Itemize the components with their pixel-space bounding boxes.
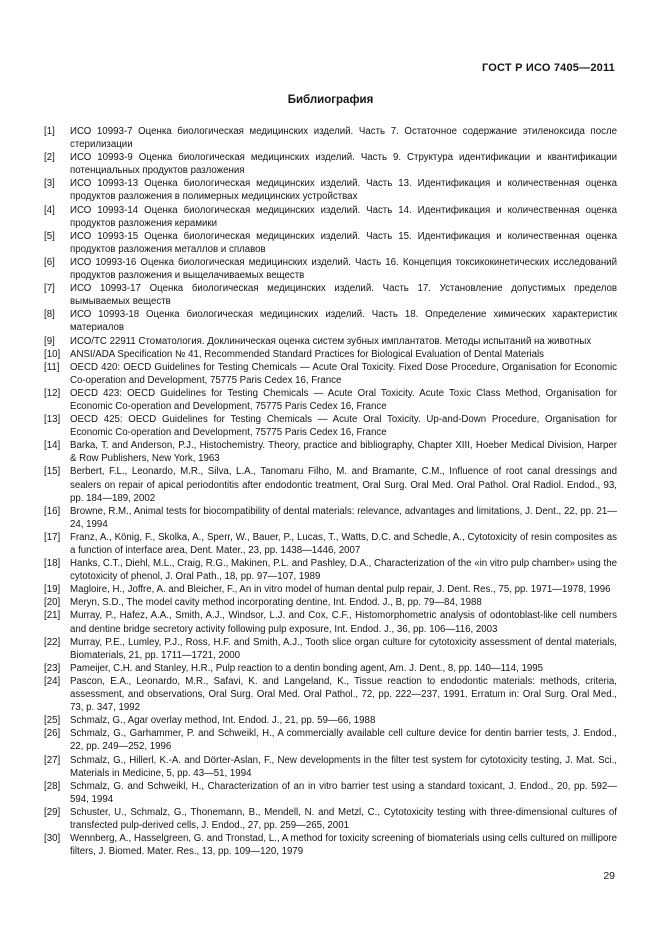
bibliography-entry bbox=[44, 230, 617, 256]
reference-number: [28] bbox=[44, 780, 61, 792]
reference-number: [21] bbox=[44, 610, 61, 622]
reference-text: ИСО 10993-15 Оценка биологическая медицинских изделий. Часть 15. Идентификация и количественная оценка продуктов разложения металлов и сплавов bbox=[70, 230, 617, 255]
bibliography-entry bbox=[44, 335, 617, 348]
reference-number: [14] bbox=[44, 440, 61, 452]
reference-number: [23] bbox=[44, 662, 61, 674]
reference-text: Schmalz, G., Agar overlay method, Int. Endod. J., 21, pp. 59—66, 1988 bbox=[70, 715, 376, 727]
bibliography-entry bbox=[44, 636, 617, 662]
reference-text: OECD 425: OECD Guidelines for Testing Chemicals — Acute Oral Toxicity. Up-and-Down Procedure, Organisation for Economic Co-operation and Development, 75775 Paris Cedex 16, France bbox=[70, 414, 617, 439]
reference-text: OECD 420: OECD Guidelines for Testing Chemicals — Acute Oral Toxicity. Fixed Dose Procedure, Organisation for Economic Co-operation and Development, 75775 Paris Cedex 16, France bbox=[70, 361, 617, 386]
reference-number: [26] bbox=[44, 728, 61, 740]
reference-number: [16] bbox=[44, 505, 61, 517]
bibliography-entry bbox=[44, 361, 617, 387]
reference-text: Franz, A., König, F., Skolka, A., Sperr, W., Bauer, P., Lucas, T., Watts, D.C. and Schedle, A., Cytotoxicity of resin composites as a function of interface area, Dent. Mater., 23, pp. 1438—1446, 2007 bbox=[70, 531, 617, 556]
reference-text: ИСО 10993-9 Оценка биологическая медицинских изделий. Часть 9. Структура идентификации и квантификации потенциальных продуктов разложения bbox=[70, 152, 617, 177]
reference-text: Murray, P., Hafez, A.A., Smith, A.J., Windsor, L.J. and Cox, C.F., Histomorphometric analysis of odontoblast-like cell numbers and dentine bridge secretory activity following pulp exposure, Int. Endod. J., 36, pp. 106—116, 2003 bbox=[70, 610, 617, 635]
reference-text: ИСО 10993-16 Оценка биологическая медицинских изделий. Часть 16. Концепция токсикокинетических исследований продуктов разложения и выщелачиваемых веществ bbox=[70, 256, 617, 282]
reference-number: [29] bbox=[44, 806, 61, 818]
reference-text: Pascon, E.A., Leonardo, M.R., Safavi, K. and Langeland, K., Tissue reaction to endodontic materials: methods, criteria, assessment, and observations, Oral Surg. Oral Med. Oral Pathol., 72, pp. 222—237, 1991. Erratum in: Oral Surg. Oral Med., 73, p. 347, 1992 bbox=[70, 675, 617, 714]
bibliography-entry bbox=[44, 780, 617, 806]
bibliography-entry bbox=[44, 256, 617, 282]
reference-text: Murray, P.E., Lumley, P.J., Ross, H.F. and Smith, A.J., Tooth slice organ culture for cytotoxicity assessment of dental materials, Biomaterials, 21, pp. 1711—1721, 2000 bbox=[70, 636, 617, 661]
reference-number: [17] bbox=[44, 531, 61, 543]
reference-number: [13] bbox=[44, 414, 61, 426]
bibliography-entry bbox=[44, 714, 617, 727]
reference-text: ИСО 10993-14 Оценка биологическая медицинских изделий. Часть 14. Идентификация и количественная оценка продуктов разложения керамики bbox=[70, 204, 617, 229]
reference-text: Berbert, F.L., Leonardo, M.R., Silva, L.A., Tanomaru Filho, M. and Bramante, C.M., Influence of root canal dressings and sealers on repair of apical periodontitis after endodontic treatment, Oral Surg. Oral Med. Oral Pathol. Oral Radiol. Endod., 93, pp. 184—189, 2002 bbox=[70, 466, 617, 504]
reference-text: Schmalz, G., Garhammer, P. and Schweikl, H., A commercially available cell culture device for dentin barrier tests, J. Endod., 22, pp. 249—252, 1996 bbox=[70, 728, 617, 753]
reference-number: [30] bbox=[44, 833, 61, 845]
reference-number: [8] bbox=[44, 309, 55, 321]
reference-text: Pameijer, C.H. and Stanley, H.R., Pulp reaction to a dentin bonding agent, Am. J. Dent., 8, pp. 140—114, 1995 bbox=[70, 662, 543, 674]
reference-number: [27] bbox=[44, 754, 61, 766]
reference-number: [1] bbox=[44, 126, 55, 137]
reference-text: OECD 423: OECD Guidelines for Testing Chemicals — Acute Oral Toxicity. Acute Toxic Class Method, Organisation for Economic Co-operation and Development, 75775 Paris Cedex 16, France bbox=[70, 387, 617, 412]
reference-number: [2] bbox=[44, 152, 55, 164]
bibliography-entry bbox=[44, 662, 617, 675]
reference-text: Hanks, C.T., Diehl, M.L., Craig, R.G., Makinen, P.L. and Pashley, D.A., Characterization of the «in vitro pulp chamber» using the cytotoxicity of phenol, J. Oral Path., 18, pp. 97—107, 1989 bbox=[70, 558, 617, 583]
reference-text: Browne, R.M., Animal tests for biocompatibility of dental materials: relevance, advantages and limitations, J. Dent., 22, pp. 21—24, 1994 bbox=[70, 505, 617, 530]
reference-text: ИСО 10993-13 Оценка биологическая медицинских изделий. Часть 13. Идентификация и количественная оценка продуктов разложения в полимерных медицинских устройствах bbox=[70, 178, 617, 203]
bibliography-entry bbox=[44, 505, 617, 531]
bibliography-entry bbox=[44, 754, 617, 780]
bibliography-entry bbox=[44, 348, 617, 361]
bibliography-entry bbox=[44, 413, 617, 439]
reference-number: [24] bbox=[44, 675, 61, 687]
bibliography-entry bbox=[44, 727, 617, 753]
reference-number: [15] bbox=[44, 466, 61, 478]
bibliography-entry bbox=[44, 583, 617, 596]
reference-number: [11] bbox=[44, 361, 60, 373]
reference-number: [10] bbox=[44, 348, 61, 360]
reference-text: ИСО/ТС 22911 Стоматология. Доклиническая оценка систем зубных имплантатов. Методы испытаний на животных bbox=[70, 335, 592, 347]
bibliography-entry bbox=[44, 125, 617, 151]
reference-number: [5] bbox=[44, 230, 55, 242]
reference-text: ИСО 10993-18 Оценка биологическая медицинских изделий. Часть 18. Определение химических характеристик материалов bbox=[70, 309, 617, 334]
reference-text: ИСО 10993-7 Оценка биологическая медицинских изделий. Часть 7. Остаточное содержание этиленоксида после стерилизации bbox=[70, 126, 617, 151]
reference-number: [3] bbox=[44, 178, 55, 190]
page-number: 29 bbox=[603, 870, 615, 882]
reference-text: ИСО 10993-17 Оценка биологическая медицинских изделий. Часть 17. Установление допустимых пределов вымываемых веществ bbox=[70, 283, 617, 308]
reference-text: Schuster, U., Schmalz, G., Thonemann, B., Mendell, N. and Metzl, C., Cytotoxicity testing with three-dimensional cultures of transfected pulp-derived cells, J. Endod., 27, pp. 259—265, 2001 bbox=[70, 806, 617, 831]
document-number: ГОСТ Р ИСО 7405—2011 bbox=[481, 62, 615, 74]
reference-number: [6] bbox=[44, 256, 55, 268]
reference-number: [22] bbox=[44, 636, 61, 648]
reference-number: [4] bbox=[44, 204, 55, 216]
reference-text: Schmalz, G., Hillerl, K.-A. and Dörter-Aslan, F., New developments in the filter test system for cytotoxicity testing, J. Mat. Sci., Materials in Medicine, 5, pp. 43—51, 1994 bbox=[70, 754, 617, 779]
bibliography-entry bbox=[44, 832, 617, 858]
reference-text: Magloire, H., Joffre, A. and Bleicher, F., An in vitro model of human dental pulp repair, J. Dent. Res., 75, pp. 1971—1978, 1996 bbox=[70, 584, 611, 596]
bibliography-entry bbox=[44, 387, 617, 413]
bibliography-entry bbox=[44, 609, 617, 635]
reference-number: [9] bbox=[44, 335, 55, 347]
bibliography-entry bbox=[44, 531, 617, 557]
reference-number: [18] bbox=[44, 558, 61, 570]
bibliography-entry bbox=[44, 596, 617, 609]
bibliography-entry bbox=[44, 465, 617, 504]
bibliography-entry bbox=[44, 308, 617, 334]
reference-text: Barka, T. and Anderson, P.J., Histochemistry. Theory, practice and bibliography, Chapter XIII, Hoeber Medical Division, Harper & Row Publishers, New York, 1963 bbox=[70, 440, 617, 465]
reference-number: [20] bbox=[44, 597, 61, 609]
bibliography-entry bbox=[44, 282, 617, 308]
bibliography-list bbox=[44, 125, 617, 858]
reference-number: [25] bbox=[44, 715, 61, 727]
reference-text: Wennberg, A., Hasselgreen, G. and Tronstad, L., A method for toxicity screening of biomaterials using cells cultured on millipore filters, J. Biomed. Mater. Res., 13, pp. 109—120, 1979 bbox=[70, 833, 617, 858]
reference-text: Meryn, S.D., The model cavity method incorporating dentine, Int. Endod. J., B, pp. 79—84, 1988 bbox=[70, 597, 482, 609]
reference-number: [19] bbox=[44, 584, 61, 596]
reference-number: [7] bbox=[44, 283, 55, 295]
page-title: Библиография bbox=[287, 94, 374, 106]
bibliography-entry bbox=[44, 675, 617, 714]
bibliography-entry bbox=[44, 557, 617, 583]
reference-text: ANSI/ADA Specification № 41, Recommended Standard Practices for Biological Evaluation of Dental Materials bbox=[70, 348, 545, 360]
reference-number: [12] bbox=[44, 387, 61, 399]
bibliography-entry bbox=[44, 204, 617, 230]
reference-text: Schmalz, G. and Schweikl, H., Characterization of an in vitro barrier test using a standard toxicant, J. Endod., 20, pp. 592—594, 1994 bbox=[70, 780, 617, 805]
bibliography-entry bbox=[44, 806, 617, 832]
bibliography-entry bbox=[44, 177, 617, 203]
bibliography-entry bbox=[44, 439, 617, 465]
bibliography-entry bbox=[44, 151, 617, 177]
